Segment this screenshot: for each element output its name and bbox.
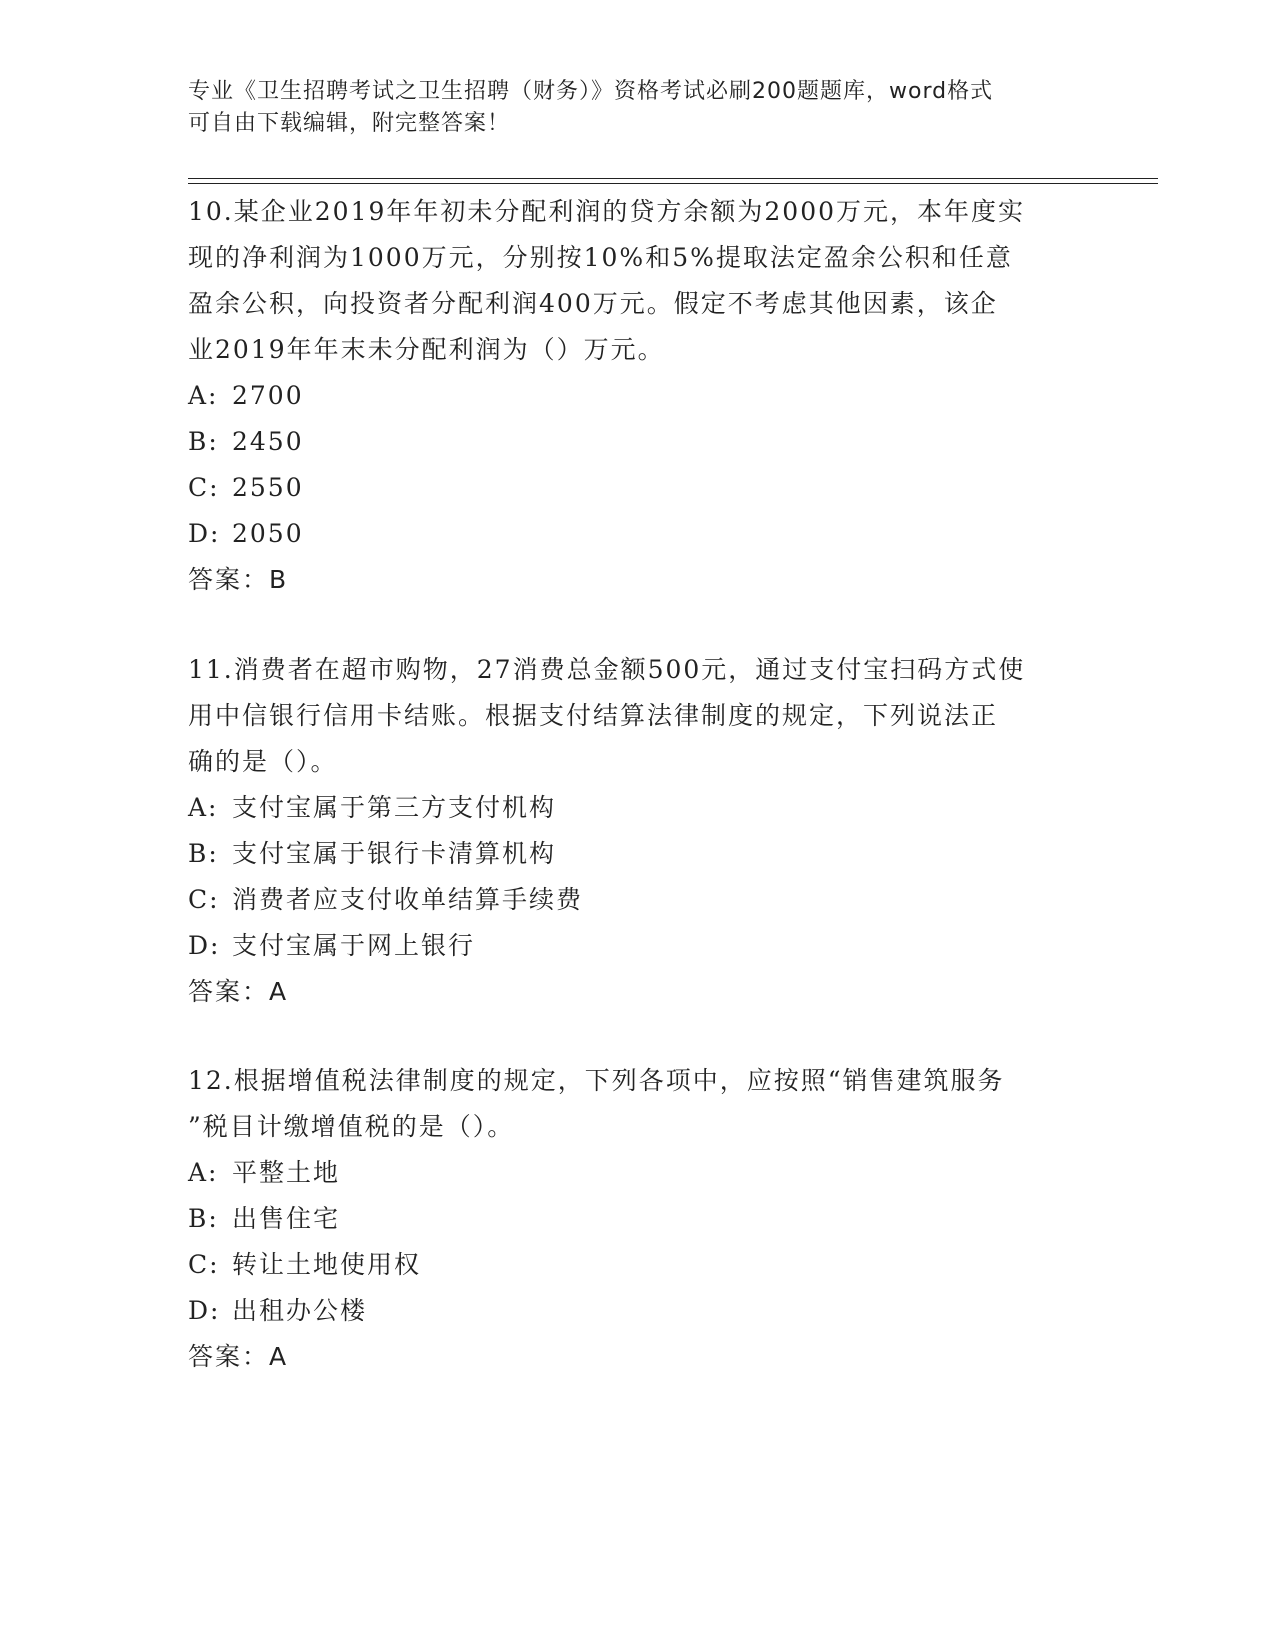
question-12 — [188, 1058, 1088, 1380]
question-text-line: ”税目计缴增值税的是（）。 — [188, 1112, 515, 1141]
option-b — [188, 1196, 1088, 1242]
question-11 — [188, 647, 1088, 1015]
question-text-line: 12.根据增值税法律制度的规定，下列各项中，应按照“销售建筑服务 — [188, 1066, 1005, 1095]
option-label: B: — [188, 839, 219, 868]
answer-line: 答案：A — [188, 1342, 289, 1371]
question-text-line: 盈余公积，向投资者分配利润400万元。假定不考虑其他因素，该企 — [188, 289, 998, 318]
question-text-line: 确的是（）。 — [188, 747, 338, 776]
option-text: 2450 — [232, 427, 304, 456]
header-divider-top — [188, 178, 1158, 179]
answer-line: 答案：A — [188, 977, 289, 1006]
option-label: C: — [188, 885, 220, 914]
option-d — [188, 923, 1088, 969]
option-label: D: — [188, 519, 221, 548]
question-text-line: 业2019年年末未分配利润为（）万元。 — [188, 335, 665, 364]
option-text: 2550 — [232, 473, 304, 502]
header-title-line-1: 专业《卫生招聘考试之卫生招聘（财务）》资格考试必刷200题题库，word格式 — [188, 79, 994, 104]
option-text: 出租办公楼 — [232, 1296, 368, 1325]
option-text: 2050 — [232, 519, 304, 548]
option-text: 2700 — [232, 381, 304, 410]
option-label: C: — [188, 1250, 220, 1279]
option-label: A: — [188, 381, 219, 410]
option-label: C: — [188, 473, 220, 502]
option-c — [188, 1242, 1088, 1288]
option-text: 支付宝属于银行卡清算机构 — [232, 839, 557, 868]
option-b — [188, 419, 1088, 465]
option-d — [188, 1288, 1088, 1334]
option-label: A: — [188, 793, 219, 822]
option-label: B: — [188, 427, 219, 456]
option-d — [188, 511, 1088, 557]
option-label: A: — [188, 1158, 219, 1187]
option-label: D: — [188, 1296, 221, 1325]
option-a — [188, 785, 1088, 831]
option-label: D: — [188, 931, 221, 960]
option-text: 平整土地 — [232, 1158, 341, 1187]
question-text-line: 用中信银行信用卡结账。根据支付结算法律制度的规定，下列说法正 — [188, 701, 999, 730]
answer-line: 答案：B — [188, 565, 289, 594]
option-text: 转让土地使用权 — [232, 1250, 422, 1279]
question-text-line: 10.某企业2019年年初未分配利润的贷方余额为2000万元，本年度实 — [188, 197, 1026, 226]
option-text: 出售住宅 — [232, 1204, 341, 1233]
document-header — [188, 76, 1088, 140]
question-10 — [188, 189, 1088, 603]
header-divider-bottom — [188, 183, 1158, 184]
option-c — [188, 877, 1088, 923]
question-text-line: 现的净利润为1000万元，分别按10%和5%提取法定盈余公积和任意 — [188, 243, 1013, 272]
question-text-line: 11.消费者在超市购物，27消费总金额500元，通过支付宝扫码方式使 — [188, 655, 1026, 684]
option-b — [188, 831, 1088, 877]
option-text: 支付宝属于第三方支付机构 — [232, 793, 557, 822]
option-text: 消费者应支付收单结算手续费 — [232, 885, 584, 914]
option-a — [188, 1150, 1088, 1196]
option-a — [188, 373, 1088, 419]
option-label: B: — [188, 1204, 219, 1233]
header-title-line-2: 可自由下载编辑，附完整答案！ — [188, 111, 511, 136]
option-text: 支付宝属于网上银行 — [232, 931, 476, 960]
option-c — [188, 465, 1088, 511]
